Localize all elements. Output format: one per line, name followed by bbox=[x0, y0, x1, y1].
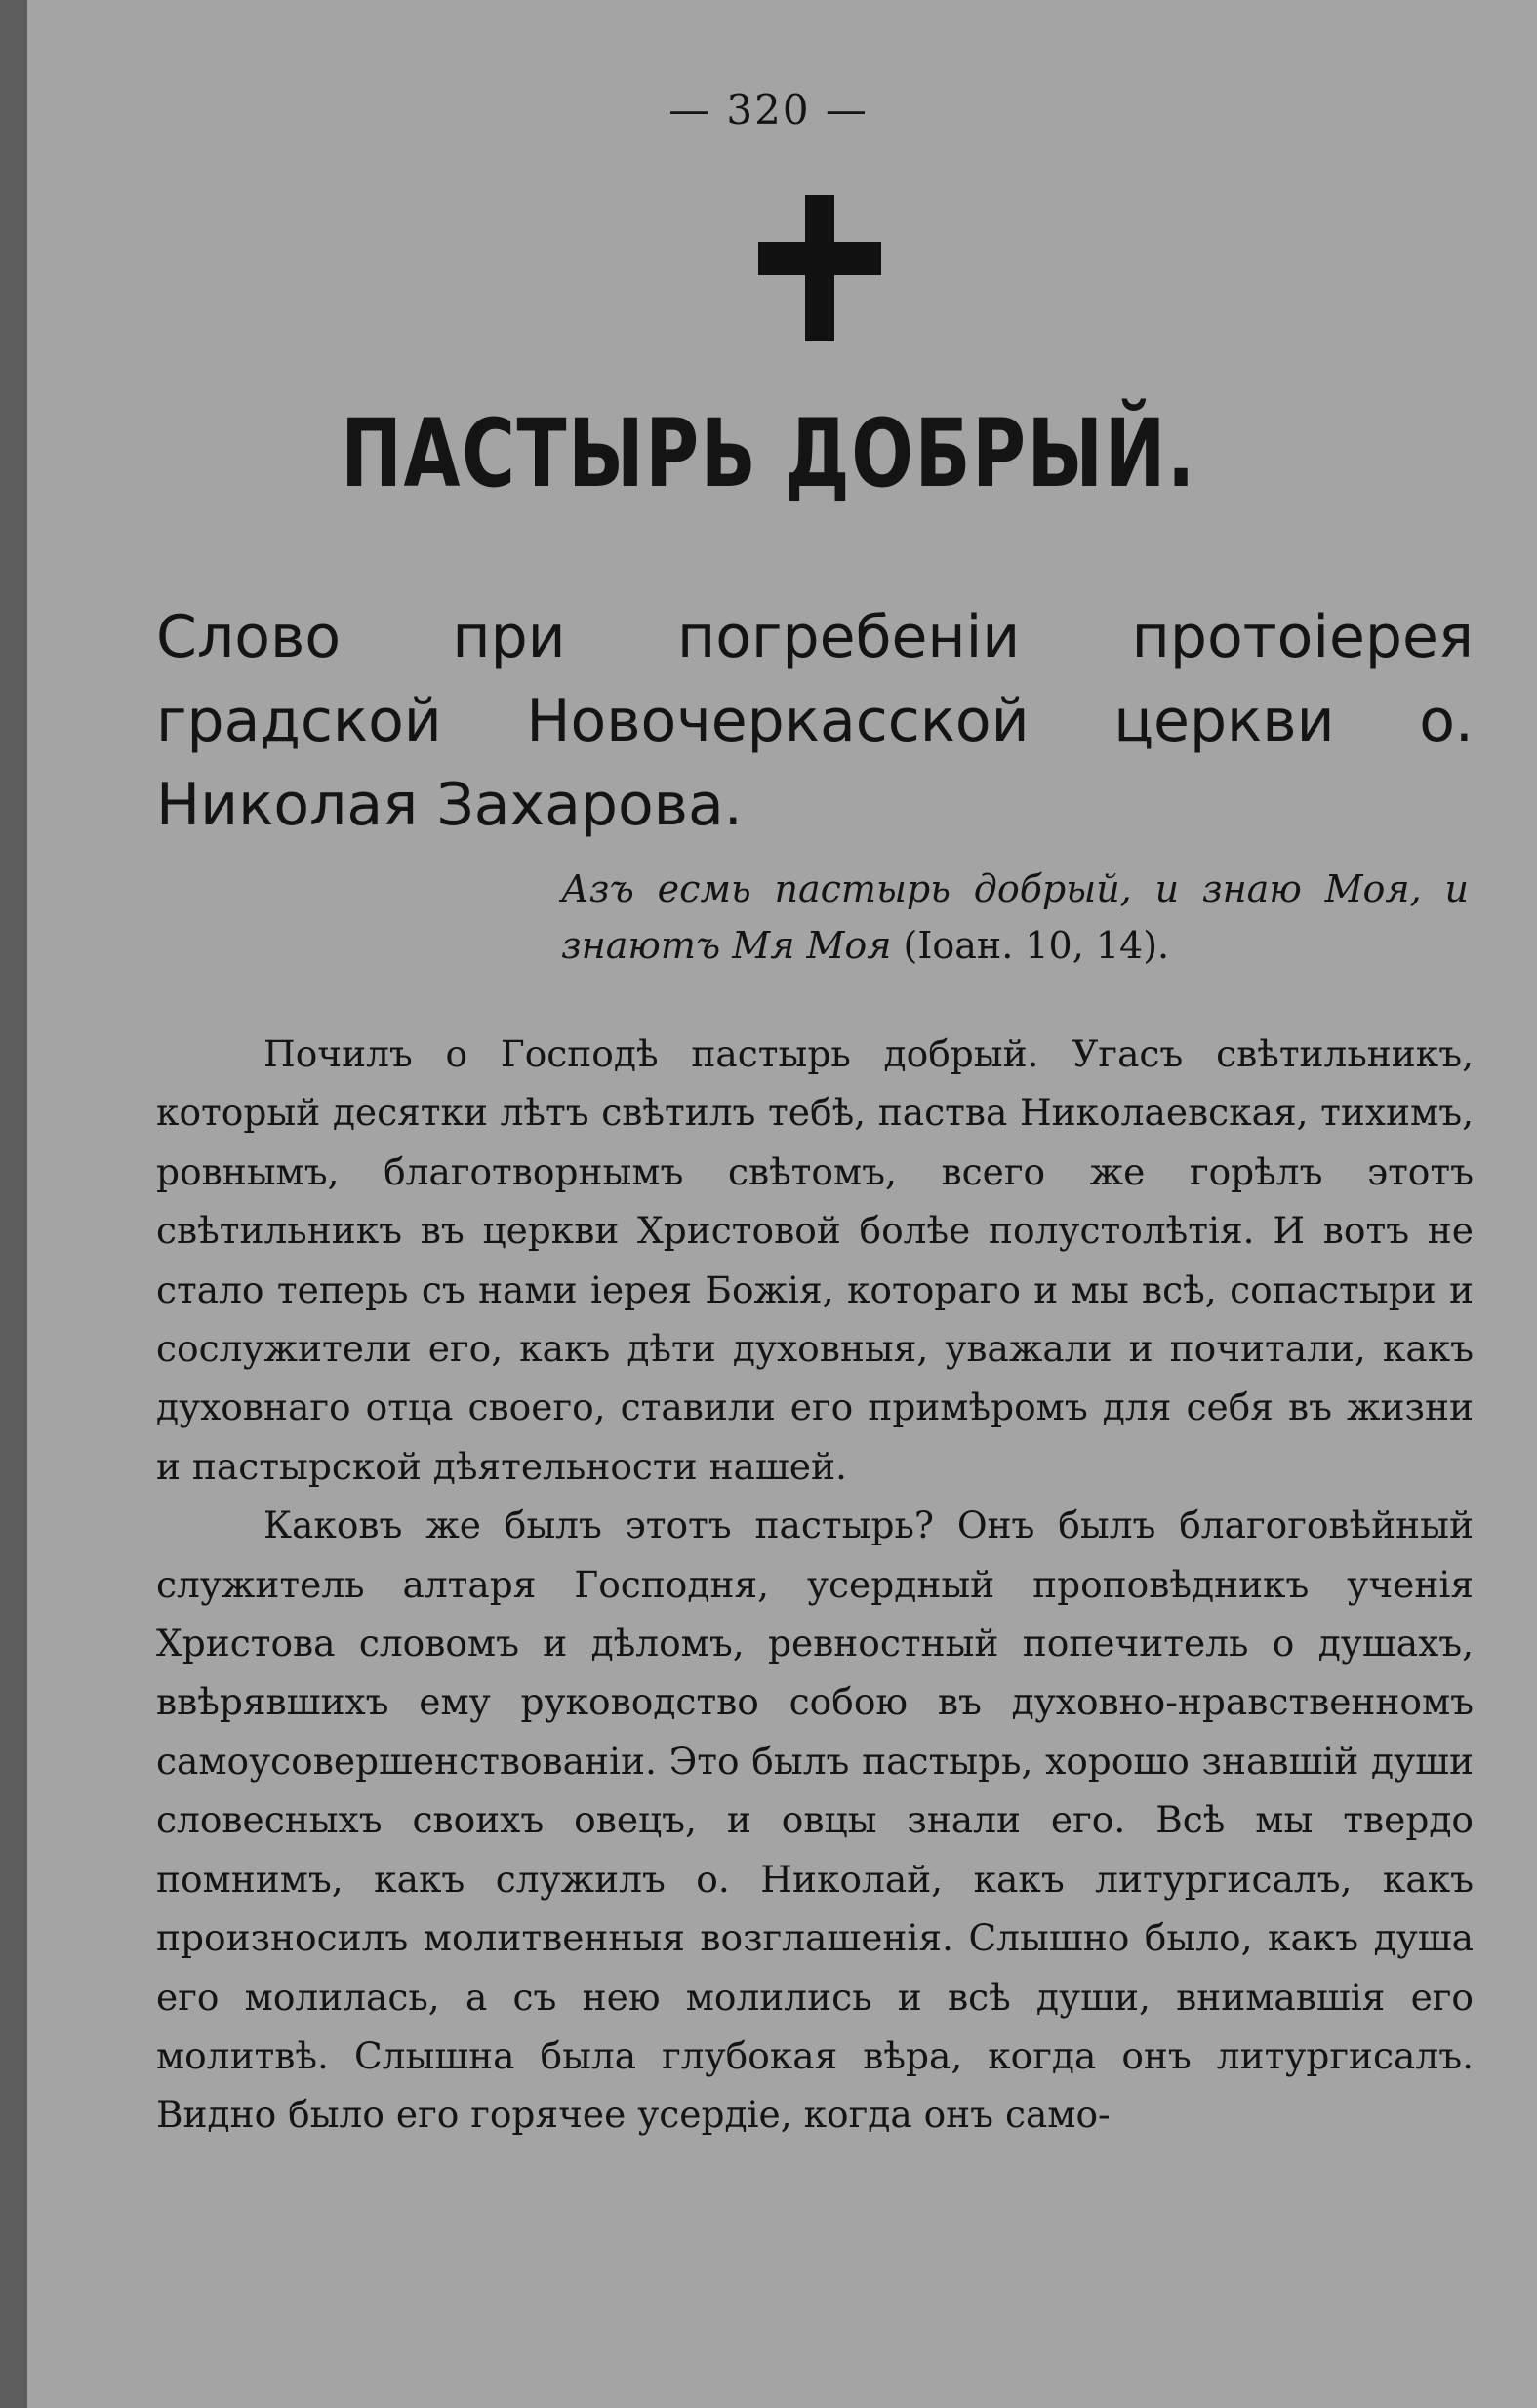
body-text bbox=[156, 1024, 1474, 2145]
subtitle-text: Слово при погребенiи протоiерея градской Новочеркасской церкви о. Николая Захарова. bbox=[156, 603, 1474, 839]
paragraph-1: Почилъ о Господѣ пастырь добрый. Угасъ свѣтильникъ, который десятки лѣтъ свѣтилъ тебѣ, паства Николаевская, тихимъ, ровнымъ, благотворнымъ свѣтомъ, всего же горѣлъ этотъ свѣтильникъ въ церкви Христовой болѣе полустолѣтія. И вотъ не стало теперь съ нами iерея Божія, котораго и мы всѣ, сопастыри и сослужители его, какъ дѣти духовныя, уважали и почитали, какъ духовнаго отца своего, ставили его примѣромъ для себя въ жизни и пастырской дѣятельности нашей. bbox=[156, 1032, 1474, 1488]
cross-icon bbox=[758, 195, 881, 341]
epigraph-reference: (Iоан. 10, 14). bbox=[903, 924, 1170, 967]
page-title: ПАСТЫРЬ ДОБРЫЙ. bbox=[341, 399, 1196, 508]
sermon-subtitle bbox=[156, 595, 1474, 847]
epigraph-text: Азъ есмь пастырь добрый, и знаю Моя, и знаютъ Мя Моя bbox=[561, 867, 1469, 967]
epigraph bbox=[561, 861, 1469, 974]
page-edge-shadow bbox=[0, 0, 27, 2408]
page-number: — 320 — bbox=[668, 86, 869, 134]
paragraph-2: Каковъ же былъ этотъ пастырь? Онъ былъ благоговѣйный служитель алтаря Господня, усердный проповѣдникъ ученія Христова словомъ и дѣломъ, ревностный попечитель о душахъ, ввѣрявшихъ ему руководство собою въ духовно-нравственномъ самоусовершенствованіи. Это былъ пастырь, хорошо знавшій души словесныхъ своихъ овецъ, и овцы знали его. Всѣ мы твердо помнимъ, какъ служилъ о. Николай, какъ литургисалъ, какъ произносилъ молитвенныя возглашенія. Слышно было, какъ душа его молилась, а съ нею молились и всѣ души, внимавшія его молитвѣ. Слышна была глубокая вѣра, когда онъ литургисалъ. Видно было его горячее усердіе, когда онъ само- bbox=[156, 1504, 1474, 2137]
